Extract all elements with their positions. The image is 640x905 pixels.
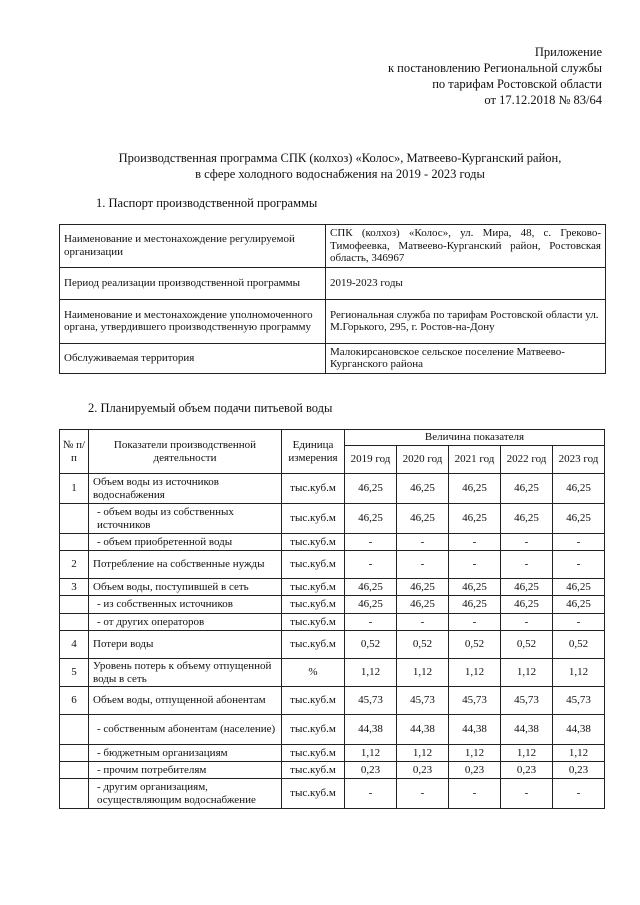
table-row: [60, 534, 605, 551]
row-value: -: [553, 534, 605, 551]
row-value: 44,38: [397, 715, 449, 745]
row-value: 0,52: [501, 631, 553, 659]
row-unit: тыс.куб.м: [282, 745, 345, 762]
table-row: [60, 715, 605, 745]
row-unit: тыс.куб.м: [282, 474, 345, 504]
row-indicator: Объем воды, поступившей в сеть: [89, 579, 282, 596]
row-value: 46,25: [345, 504, 397, 534]
table-row: [60, 762, 605, 779]
row-value: 1,12: [345, 745, 397, 762]
row-unit: тыс.куб.м: [282, 614, 345, 631]
passport-label: Период реализации производственной программы: [60, 267, 326, 299]
row-indicator: - объем приобретенной воды: [89, 534, 282, 551]
row-value: 0,52: [553, 631, 605, 659]
row-indicator: Объем воды, отпущенной абонентам: [89, 687, 282, 715]
row-value: 46,25: [553, 579, 605, 596]
row-value: 46,25: [397, 474, 449, 504]
row-value: 45,73: [449, 687, 501, 715]
table-row: [60, 474, 605, 504]
row-value: 1,12: [449, 745, 501, 762]
row-value: 44,38: [553, 715, 605, 745]
row-value: 46,25: [501, 596, 553, 614]
table-row: [60, 614, 605, 631]
header-value-group: Величина показателя: [345, 430, 605, 446]
row-value: 46,25: [553, 596, 605, 614]
row-indicator: - другим организациям, осуществляющим водоснабжение: [89, 779, 282, 809]
row-value: 1,12: [449, 659, 501, 687]
row-value: 46,25: [397, 596, 449, 614]
table-row: [60, 596, 605, 614]
header-year: 2019 год: [345, 446, 397, 474]
row-value: 0,23: [449, 762, 501, 779]
header-num: № п/п: [60, 430, 89, 474]
row-value: 46,25: [501, 474, 553, 504]
water-volume-table: [59, 429, 605, 809]
row-num: [60, 779, 89, 809]
table-row: [60, 225, 606, 268]
title-line: Производственная программа СПК (колхоз) «Колос», Матвеево-Курганский район,: [118, 151, 562, 165]
row-value: 46,25: [397, 504, 449, 534]
row-unit: тыс.куб.м: [282, 596, 345, 614]
row-value: -: [449, 534, 501, 551]
row-value: 45,73: [553, 687, 605, 715]
row-value: 44,38: [501, 715, 553, 745]
table-row: [60, 745, 605, 762]
table-row: [60, 579, 605, 596]
row-value: 44,38: [449, 715, 501, 745]
row-num: [60, 715, 89, 745]
row-indicator: Уровень потерь к объему отпущенной воды в сеть: [89, 659, 282, 687]
row-value: 46,25: [345, 596, 397, 614]
section-heading-volume: 2. Планируемый объем подачи питьевой воды: [88, 401, 333, 415]
document-title: [40, 150, 640, 182]
row-value: -: [397, 534, 449, 551]
passport-value: 2019-2023 годы: [326, 267, 606, 299]
appendix-line: Приложение: [534, 45, 602, 59]
row-value: 0,52: [397, 631, 449, 659]
row-unit: тыс.куб.м: [282, 715, 345, 745]
row-indicator: - бюджетным организациям: [89, 745, 282, 762]
row-value: 46,25: [501, 504, 553, 534]
row-value: 1,12: [501, 659, 553, 687]
row-value: 1,12: [397, 745, 449, 762]
row-value: 0,23: [345, 762, 397, 779]
row-indicator: Потребление на собственные нужды: [89, 551, 282, 579]
row-value: 44,38: [345, 715, 397, 745]
header-year: 2023 год: [553, 446, 605, 474]
row-value: -: [397, 551, 449, 579]
row-value: 46,25: [449, 579, 501, 596]
header-year: 2022 год: [501, 446, 553, 474]
row-value: -: [553, 614, 605, 631]
title-line: в сфере холодного водоснабжения на 2019 - 2023 годы: [195, 167, 485, 181]
row-indicator: - от других операторов: [89, 614, 282, 631]
water-volume-body: [60, 474, 605, 809]
row-value: 1,12: [397, 659, 449, 687]
passport-label: Наименование и местонахождение уполномоченного органа, утвердившего производственную программу: [60, 299, 326, 343]
table-row: [60, 687, 605, 715]
row-num: [60, 534, 89, 551]
row-value: -: [501, 551, 553, 579]
row-value: 0,52: [449, 631, 501, 659]
row-num: [60, 504, 89, 534]
row-indicator: - собственным абонентам (население): [89, 715, 282, 745]
row-value: 1,12: [553, 659, 605, 687]
row-value: 46,25: [449, 474, 501, 504]
row-unit: тыс.куб.м: [282, 779, 345, 809]
row-value: 46,25: [449, 504, 501, 534]
row-value: -: [449, 614, 501, 631]
row-unit: тыс.куб.м: [282, 631, 345, 659]
row-value: -: [345, 551, 397, 579]
header-indicator: Показатели производственной деятельности: [89, 430, 282, 474]
row-value: 46,25: [397, 579, 449, 596]
header-unit: Единица измерения: [282, 430, 345, 474]
row-value: 46,25: [553, 474, 605, 504]
row-value: -: [397, 779, 449, 809]
row-indicator: - прочим потребителям: [89, 762, 282, 779]
row-value: -: [397, 614, 449, 631]
row-value: 46,25: [501, 579, 553, 596]
row-value: -: [553, 551, 605, 579]
table-row: [60, 779, 605, 809]
row-num: 5: [60, 659, 89, 687]
table-row: [60, 504, 605, 534]
row-unit: тыс.куб.м: [282, 551, 345, 579]
row-value: -: [553, 779, 605, 809]
row-num: 6: [60, 687, 89, 715]
row-num: [60, 745, 89, 762]
row-num: 1: [60, 474, 89, 504]
passport-label: Обслуживаемая территория: [60, 343, 326, 373]
table-row: [60, 267, 606, 299]
passport-value: СПК (колхоз) «Колос», ул. Мира, 48, с. Греково-Тимофеевка, Матвеево-Курганский район, Ростовская область, 346967: [326, 225, 606, 268]
passport-value: Малокирсановское сельское поселение Матвеево-Курганского района: [326, 343, 606, 373]
row-value: 0,23: [553, 762, 605, 779]
row-num: [60, 614, 89, 631]
appendix-line: по тарифам Ростовской области: [432, 77, 602, 91]
row-value: -: [345, 614, 397, 631]
row-value: 0,23: [397, 762, 449, 779]
table-header-row: [60, 430, 605, 446]
table-row: [60, 343, 606, 373]
row-indicator: Объем воды из источников водоснабжения: [89, 474, 282, 504]
row-indicator: - объем воды из собственных источников: [89, 504, 282, 534]
row-value: -: [449, 551, 501, 579]
row-value: 46,25: [345, 579, 397, 596]
row-unit: тыс.куб.м: [282, 504, 345, 534]
row-unit: %: [282, 659, 345, 687]
passport-label: Наименование и местонахождение регулируемой организации: [60, 225, 326, 268]
row-value: 1,12: [501, 745, 553, 762]
row-unit: тыс.куб.м: [282, 687, 345, 715]
row-unit: тыс.куб.м: [282, 762, 345, 779]
row-value: -: [501, 779, 553, 809]
row-value: 0,23: [501, 762, 553, 779]
table-row: [60, 631, 605, 659]
row-num: 4: [60, 631, 89, 659]
row-num: 2: [60, 551, 89, 579]
passport-value: Региональная служба по тарифам Ростовской области ул. М.Горького, 295, г. Ростов-на-Дону: [326, 299, 606, 343]
row-value: 46,25: [449, 596, 501, 614]
row-value: -: [345, 779, 397, 809]
row-num: [60, 596, 89, 614]
appendix-header: [388, 44, 602, 108]
header-year: 2021 год: [449, 446, 501, 474]
row-value: 0,52: [345, 631, 397, 659]
header-year: 2020 год: [397, 446, 449, 474]
table-row: [60, 551, 605, 579]
row-value: 45,73: [345, 687, 397, 715]
appendix-line: от 17.12.2018 № 83/64: [484, 93, 602, 107]
row-value: 46,25: [553, 504, 605, 534]
section-heading-passport: 1. Паспорт производственной программы: [96, 196, 318, 210]
row-indicator: - из собственных источников: [89, 596, 282, 614]
row-value: -: [449, 779, 501, 809]
passport-table: [59, 224, 606, 374]
row-value: -: [501, 534, 553, 551]
row-value: 1,12: [553, 745, 605, 762]
row-value: -: [345, 534, 397, 551]
table-row: [60, 659, 605, 687]
row-value: 45,73: [501, 687, 553, 715]
row-value: 1,12: [345, 659, 397, 687]
row-value: 46,25: [345, 474, 397, 504]
table-row: [60, 299, 606, 343]
row-num: [60, 762, 89, 779]
appendix-line: к постановлению Региональной службы: [387, 61, 602, 75]
row-unit: тыс.куб.м: [282, 534, 345, 551]
row-num: 3: [60, 579, 89, 596]
row-value: -: [501, 614, 553, 631]
row-unit: тыс.куб.м: [282, 579, 345, 596]
row-value: 45,73: [397, 687, 449, 715]
row-indicator: Потери воды: [89, 631, 282, 659]
